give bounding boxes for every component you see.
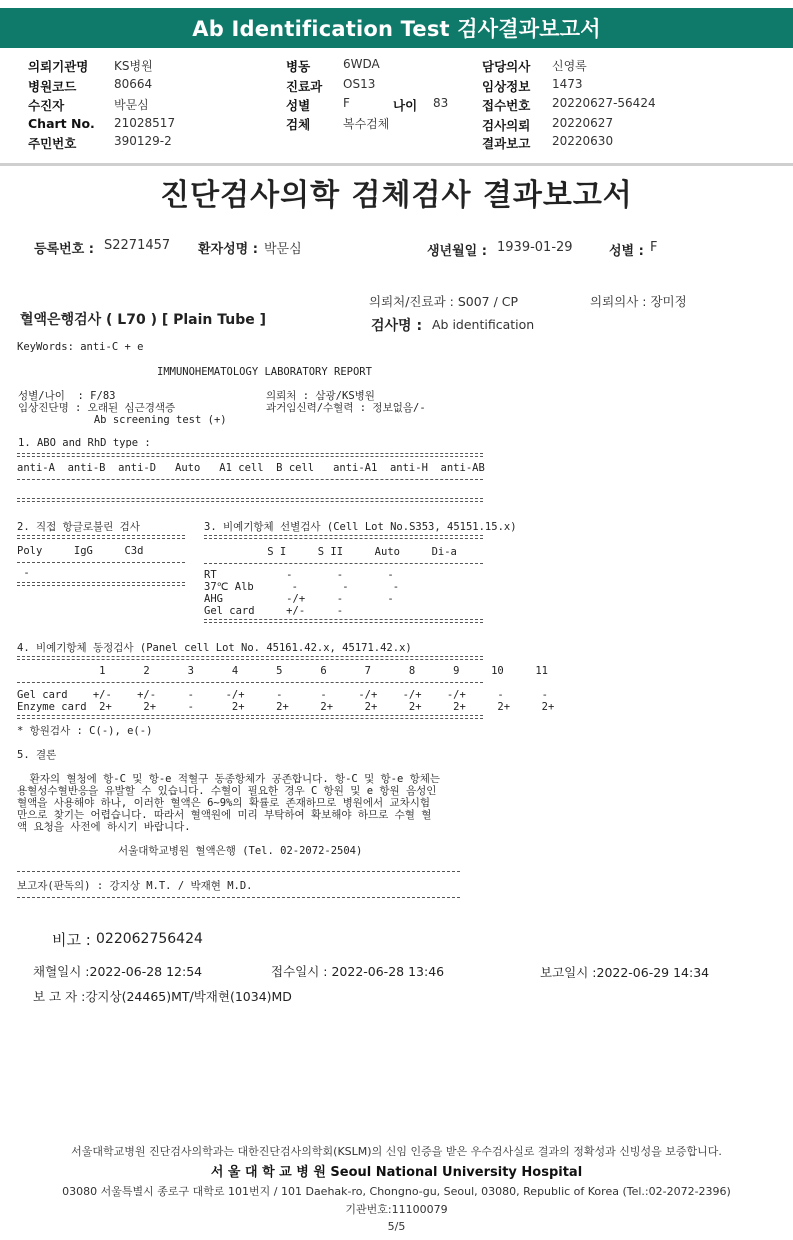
registration-no-label: 등록번호 :	[34, 242, 94, 257]
antigen-test: * 항원검사 : C(-), e(-)	[17, 725, 153, 737]
patient-label: 수진자	[28, 98, 65, 113]
referring-department: 의뢰처/진료과 : S007 / CP	[369, 294, 519, 309]
screening-row-gel: Gel card +/- -	[204, 605, 344, 617]
institution-value: KS병원	[114, 59, 153, 73]
certification-statement: 서울대학교병원 진단검사의학과는 대한진단검사의학회(KSLM)의 신임 인증을 받은 우수검사실로 결과의 정확성과 신빙성을 보증합니다.	[71, 1145, 722, 1158]
conclusion-title: 5. 결론	[17, 749, 57, 761]
registration-no-value: S2271457	[104, 238, 171, 253]
chart-no-label: Chart No.	[28, 116, 95, 131]
specimen-label: 검체	[286, 117, 311, 132]
section-divider	[17, 453, 483, 457]
patient-name-value: 박문심	[264, 242, 302, 257]
accession-no-value: 20220627-56424	[552, 96, 656, 110]
conclusion-line: 환자의 혈청에 항-C 및 항-e 적혈구 동종항체가 공존합니다. 항-C 및 항-e 항체는	[17, 773, 441, 785]
report-title: 진단검사의학 검체검사 결과보고서	[160, 178, 633, 213]
chart-no-value: 21028517	[114, 116, 176, 130]
section-divider	[204, 619, 483, 623]
request-date-label: 검사의뢰	[482, 118, 531, 133]
details-reporter: 보 고 자 :강지상(24465)MT/박재현(1034)MD	[33, 989, 292, 1004]
panel-table-header: 1 2 3 4 5 6 7 8 9 10 11	[17, 665, 549, 677]
request-date-value: 20220627	[552, 116, 614, 130]
hospital-address: 03080 서울특별시 종로구 대학로 101번지 / 101 Daehak-ro, Chongno-gu, Seoul, 03080, Republic of Korea (Tel.:02-2072-2396)	[62, 1185, 731, 1198]
screening-row-rt: RT - - -	[204, 569, 394, 581]
specimen-value: 복수검체	[343, 117, 390, 131]
conclusion-line: 혈액을 사용해야 하나, 이러한 혈액은 6~9%의 확률로 존재하므로 병원에서 교차시험	[17, 797, 431, 809]
sex-value: F	[343, 96, 350, 110]
history-line: 과거임신력/수혈력 : 정보없음/-	[266, 402, 426, 414]
resident-no-value: 390129-2	[114, 134, 172, 148]
screening-row-ahg: AHG -/+ - -	[204, 593, 394, 605]
section-divider	[17, 479, 483, 480]
conclusion-line: 용혈성수혈반응을 유발할 수 있습니다. 수혈이 필요한 경우 C 항원 및 e 항원 음성인	[17, 785, 437, 797]
header-info-block	[0, 48, 793, 166]
conclusion-line: 만으로 찾기는 어렵습니다. 따라서 혈액원에 미리 부탁하여 확보해야 하므로 수혈 혈	[17, 809, 432, 821]
section-divider	[17, 562, 185, 563]
attending-doctor-label: 담당의사	[482, 59, 531, 74]
lab-reporter: 보고자(판독의) : 강지상 M.T. / 박재현 M.D.	[17, 880, 253, 892]
collection-datetime: 채혈일시 :2022-06-28 12:54	[33, 964, 203, 979]
screening-row-alb: 37℃ Alb - - -	[204, 581, 400, 593]
conclusion-line: 액 요청을 사전에 하시기 바랍니다.	[17, 821, 191, 833]
section-divider	[204, 535, 483, 539]
patient-value: 박문심	[114, 98, 149, 112]
section-divider	[17, 535, 185, 539]
patient-sex-label: 성별 :	[609, 244, 644, 259]
diagnosis-line: 임상진단명 : 오래된 심근경색증	[18, 402, 176, 414]
clinical-info-value: 1473	[552, 77, 583, 91]
attending-doctor-value: 신영록	[552, 59, 587, 73]
hospital-code-value: 80664	[114, 77, 153, 91]
clinical-info-label: 임상정보	[482, 79, 531, 94]
blood-bank-contact: 서울대학교병원 혈액은행 (Tel. 02-2072-2504)	[118, 845, 363, 857]
hospital-code-label: 병원코드	[28, 79, 77, 94]
abo-section-title: 1. ABO and RhD type :	[18, 437, 151, 449]
resident-no-label: 주민번호	[28, 136, 77, 151]
receipt-datetime: 접수일시 : 2022-06-28 13:46	[271, 964, 445, 979]
accession-no-label: 접수번호	[482, 98, 531, 113]
remark-label: 비고 :	[52, 931, 91, 949]
dat-table-header: Poly IgG C3d	[17, 545, 144, 557]
department-label: 진료과	[286, 79, 323, 94]
screening-line: Ab screening test (+)	[18, 414, 227, 426]
dat-value: -	[17, 567, 30, 579]
age-value: 83	[433, 96, 449, 110]
panel-row-gel: Gel card +/- +/- - -/+ - - -/+ -/+ -/+ - -	[17, 689, 549, 701]
institution-label: 의뢰기관명	[28, 59, 89, 74]
section-divider	[17, 582, 185, 586]
section-divider	[17, 682, 483, 683]
section-divider	[17, 498, 483, 502]
report-date-value: 20220630	[552, 134, 614, 148]
abo-table-header: anti-A anti-B anti-D Auto A1 cell B cell anti-A1 anti-H anti-AB	[17, 462, 485, 474]
test-name-label: 검사명 :	[371, 318, 423, 334]
section-divider	[17, 897, 460, 898]
lab-report-heading: IMMUNOHEMATOLOGY LABORATORY REPORT	[157, 366, 372, 378]
report-banner-title: Ab Identification Test 검사결과보고서	[0, 8, 793, 48]
panel-row-enzyme: Enzyme card 2+ 2+ - 2+ 2+ 2+ 2+ 2+ 2+ 2+ 2+	[17, 701, 555, 713]
department-value: OS13	[343, 77, 376, 91]
birth-date-value: 1939-01-29	[497, 240, 573, 255]
patient-name-label: 환자성명 :	[198, 242, 258, 257]
hospital-name: 서 울 대 학 교 병 원 Seoul National University Hospital	[210, 1165, 583, 1180]
test-name-value: Ab identification	[432, 317, 535, 332]
report-datetime: 보고일시 :2022-06-29 14:34	[540, 965, 710, 980]
ward-value: 6WDA	[343, 57, 380, 71]
referrer-line: 의뢰처 : 삼광/KS병원	[266, 390, 375, 402]
dat-section-title: 2. 직접 항글로불린 검사	[17, 521, 140, 533]
screening-section-title: 3. 비예기항체 선별검사 (Cell Lot No.S353, 45151.15.x)	[204, 521, 517, 533]
test-category: 혈액은행검사 ( L70 ) [ Plain Tube ]	[20, 312, 267, 328]
panel-section-title: 4. 비예기항체 동정검사 (Panel cell Lot No. 45161.42.x, 45171.42.x)	[17, 642, 412, 654]
sex-age-line: 성별/나이 : F/83	[18, 390, 116, 402]
section-divider	[204, 563, 483, 564]
institution-number: 기관번호:11100079	[345, 1203, 448, 1216]
keywords: KeyWords: anti-C + e	[17, 341, 144, 353]
report-date-label: 결과보고	[482, 136, 531, 151]
screening-table-header: S I S II Auto Di-a	[204, 546, 457, 558]
page-number: 5/5	[387, 1220, 406, 1233]
section-divider	[17, 871, 460, 872]
sex-label: 성별	[286, 98, 311, 113]
remark-value: 022062756424	[96, 931, 203, 947]
ward-label: 병동	[286, 59, 311, 74]
birth-date-label: 생년월일 :	[427, 244, 487, 259]
patient-sex-value: F	[650, 240, 658, 255]
section-divider	[17, 715, 483, 719]
referring-doctor: 의뢰의사 : 장미정	[590, 294, 687, 309]
age-label: 나이	[393, 98, 418, 113]
section-divider	[17, 656, 483, 660]
